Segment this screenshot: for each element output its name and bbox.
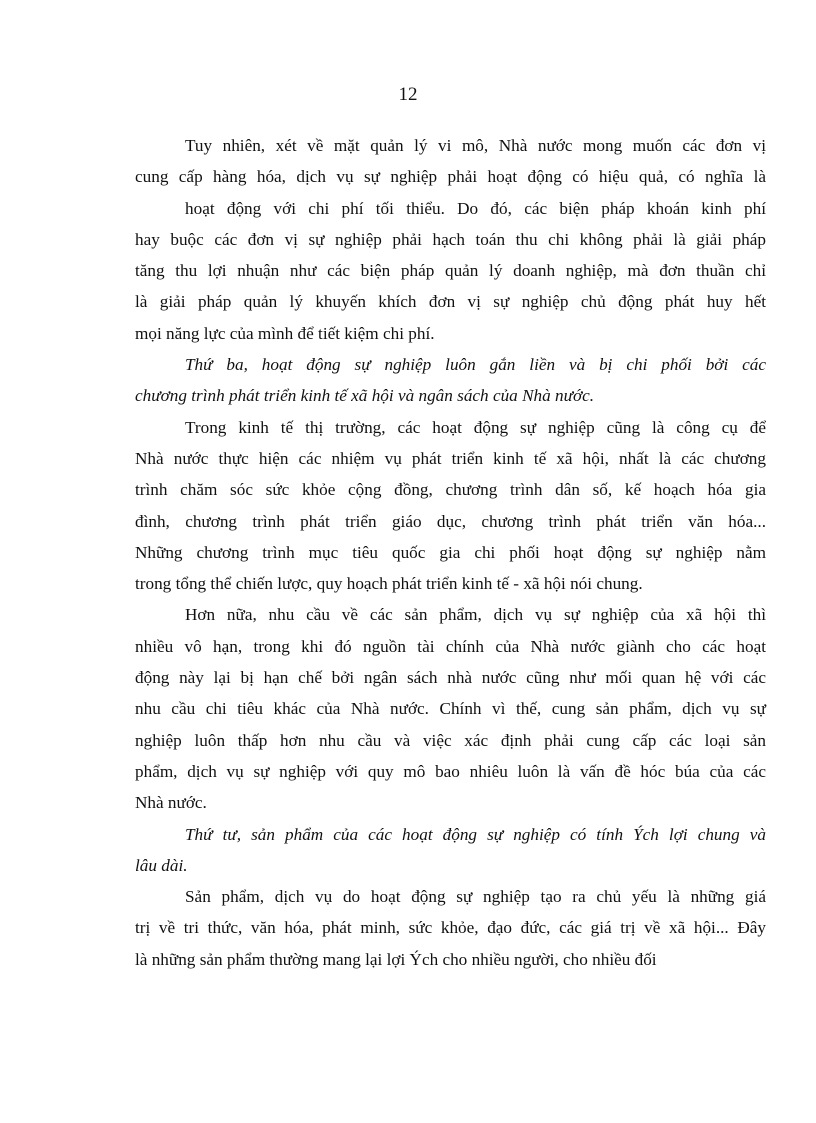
text-line: trong tổng thể chiến lược, quy hoạch phát triển kinh tế - xã hội nói chung. xyxy=(135,574,643,594)
text-line: trị về tri thức, văn hóa, phát minh, sức khỏe, đạo đức, các giá trị về xã hội... Đây xyxy=(135,918,766,938)
page-number: 12 xyxy=(398,84,418,105)
text-line: chương trình phát triển kinh tế xã hội và ngân sách của Nhà nước. xyxy=(135,386,595,406)
text-line: cung cấp hàng hóa, dịch vụ sự nghiệp phải hoạt động có hiệu quả, có nghĩa là xyxy=(135,167,766,187)
text-line: Thứ tư, sản phẩm của các hoạt động sự nghiệp có tính Ých lợi chung và xyxy=(185,824,766,844)
text-line: tăng thu lợi nhuận như các biện pháp quản lý doanh nghiệp, mà đơn thuần chỉ xyxy=(135,261,766,281)
text-line: nhu cầu chi tiêu khác của Nhà nước. Chính vì thế, cung sản phẩm, dịch vụ sự xyxy=(135,699,766,719)
text-line: đình, chương trình phát triển giáo dục, chương trình phát triển văn hóa... xyxy=(135,511,766,531)
text-line: Sản phẩm, dịch vụ do hoạt động sự nghiệp tạo ra chủ yếu là những giá xyxy=(185,887,766,907)
text-line: nghiệp luôn thấp hơn nhu cầu và việc xác định phải cung cấp các loại sản xyxy=(135,730,766,750)
text-line: Hơn nữa, nhu cầu về các sản phẩm, dịch vụ sự nghiệp của xã hội thì xyxy=(185,605,766,625)
text-line: Nhà nước. xyxy=(135,793,207,813)
text-line: hay buộc các đơn vị sự nghiệp phải hạch toán thu chi không phải là giải pháp xyxy=(135,229,766,249)
text-line: lâu dài. xyxy=(135,855,188,875)
text-line: động này lại bị hạn chế bởi ngân sách nhà nước cũng như mối quan hệ với các xyxy=(135,668,766,688)
document-body xyxy=(135,130,766,975)
text-line: Thứ ba, hoạt động sự nghiệp luôn gắn liền và bị chi phối bởi các xyxy=(185,355,766,375)
text-line: Tuy nhiên, xét về mặt quản lý vi mô, Nhà nước mong muốn các đơn vị xyxy=(185,136,766,155)
text-line: là giải pháp quản lý khuyến khích đơn vị sự nghiệp chủ động phát huy hết xyxy=(135,292,766,312)
text-line: nhiều vô hạn, trong khi đó nguồn tài chính của Nhà nước giành cho các hoạt xyxy=(135,636,766,656)
text-line: hoạt động với chi phí tối thiểu. Do đó, các biện pháp khoán kinh phí xyxy=(185,198,766,218)
text-line: trình chăm sóc sức khỏe cộng đồng, chương trình dân số, kế hoạch hóa gia xyxy=(135,480,766,500)
text-line: Trong kinh tế thị trường, các hoạt động sự nghiệp cũng là công cụ để xyxy=(185,417,766,437)
text-line: là những sản phẩm thường mang lại lợi Ých cho nhiều người, cho nhiều đối xyxy=(135,949,657,969)
text-line: Nhà nước thực hiện các nhiệm vụ phát triển kinh tế xã hội, nhất là các chương xyxy=(135,448,766,468)
text-line: mọi năng lực của mình để tiết kiệm chi phí. xyxy=(135,323,435,343)
text-line: phẩm, dịch vụ sự nghiệp với quy mô bao nhiêu luôn là vấn đề hóc búa của các xyxy=(135,761,766,781)
text-line: Những chương trình mục tiêu quốc gia chi phối hoạt động sự nghiệp nằm xyxy=(135,542,766,562)
